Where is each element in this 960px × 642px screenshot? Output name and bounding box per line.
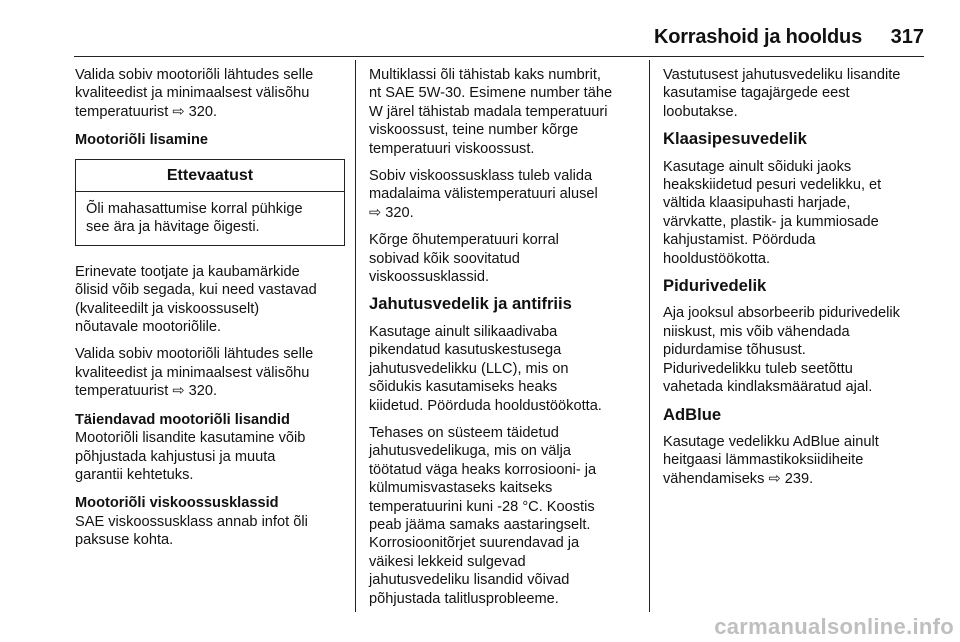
paragraph: Valida sobiv mootoriõli lähtudes selle kvaliteedist ja minimaalsest välisõhu temperatuurist ⇨ 320. (75, 67, 314, 120)
paragraph: Sobiv viskoossusklass tuleb valida madalaima välistemperatuuri alusel ⇨ 320. (369, 168, 598, 221)
paragraph: Tehases on süsteem täidetud jahutusvedelikuga, mis on välja töötatud väga heaks korrosiooni- ja külmumisvastaseks kaitseks temperatuurini kuni -28 °C. Koostis peab jääma samaks aastaringselt. Korrosioonitõrjet suurendavad ja väikesi lekkeid sulgevad jahutusvedeliku lisandid võivad põhjustada talitlusprobleeme. (369, 424, 597, 607)
paragraph: Kõrge õhutemperatuuri korral sobivad kõik soovitatud viskoossusklassid. (369, 232, 559, 286)
paragraph: Aja jooksul absorbeerib pidurivedelik niiskust, mis võib vähendada pidurdamise tõhusust. (663, 305, 900, 359)
paragraph: Multiklassi õli tähistab kaks numbrit, nt SAE 5W-30. Esimene number tähe W järel tähistab madala temperatuuri viskoossust, teine number kõrge temperatuuri viskoossust. (369, 67, 613, 157)
column-divider-left (355, 60, 356, 612)
page-header (0, 0, 960, 58)
column-divider-right (649, 60, 650, 612)
paragraph: Pidurivedelikku tuleb seetõttu vahetada kindlaksmääratud ajal. (663, 360, 873, 396)
paragraph: Mootoriõli lisandite kasutamine võib põhjustada kahjustusi ja muuta garantii kehtetuks. (75, 430, 306, 483)
header-divider (74, 56, 924, 57)
caution-text: Õli mahasattumise korral pühkige see ära ja hävitage õigesti. (86, 201, 303, 236)
section-title: Korrashoid ja hooldus (653, 26, 862, 48)
column-left (75, 66, 345, 550)
caution-box (75, 159, 345, 246)
paragraph: Erinevate tootjate ja kaubamärkide õlisid võib segada, kui need vastavad (kvaliteedilt ja viskoossuselt) nõutavale mootoriõlile. (75, 263, 317, 336)
subheading-oil-additives: Täiendavad mootoriõli lisandid (75, 411, 290, 428)
column-middle (369, 66, 635, 608)
subheading-adding-oil: Mootoriõli lisamine (75, 132, 208, 149)
paragraph: Valida sobiv mootoriõli lähtudes selle kvaliteedist ja minimaalsest välisõhu temperatuurist ⇨ 320. (75, 346, 314, 400)
caution-title: Ettevaatust (76, 160, 344, 192)
page-number: 317 (890, 26, 924, 48)
watermark: carmanualsonline.info (714, 614, 954, 639)
paragraph: Kasutage ainult sõiduki jaoks heakskiidetud pesuri vedelikku, et vältida klaasipuhasti harjade, värvkatte, plastik- ja kummiosade kahjustamist. Pöörduda hooldustöökotta. (663, 158, 882, 267)
heading-coolant: Jahutusvedelik ja antifriis (369, 294, 572, 314)
paragraph: Vastutusest jahutusvedeliku lisandite kasutamise tagajärgede eest loobutakse. (663, 67, 901, 120)
column-right (663, 66, 925, 488)
heading-adblue: AdBlue (663, 404, 722, 424)
subheading-viscosity-classes: Mootoriõli viskoossusklassid (75, 495, 279, 512)
heading-washer-fluid: Klaasipesuvedelik (663, 129, 807, 149)
paragraph: Kasutage ainult silikaadivaba pikendatud kasutuskestusega jahutusvedelikku (LLC), mis on sõidukis kasutamiseks heaks kiidetud. Pöörduda hooldustöökotta. (369, 323, 602, 414)
paragraph: SAE viskoossusklass annab infot õli paksuse kohta. (75, 513, 308, 549)
paragraph: Kasutage vedelikku AdBlue ainult heitgaasi lämmastikoksiidiheite vähendamiseks ⇨ 239. (663, 433, 879, 487)
heading-brake-fluid: Pidurivedelik (663, 276, 767, 296)
